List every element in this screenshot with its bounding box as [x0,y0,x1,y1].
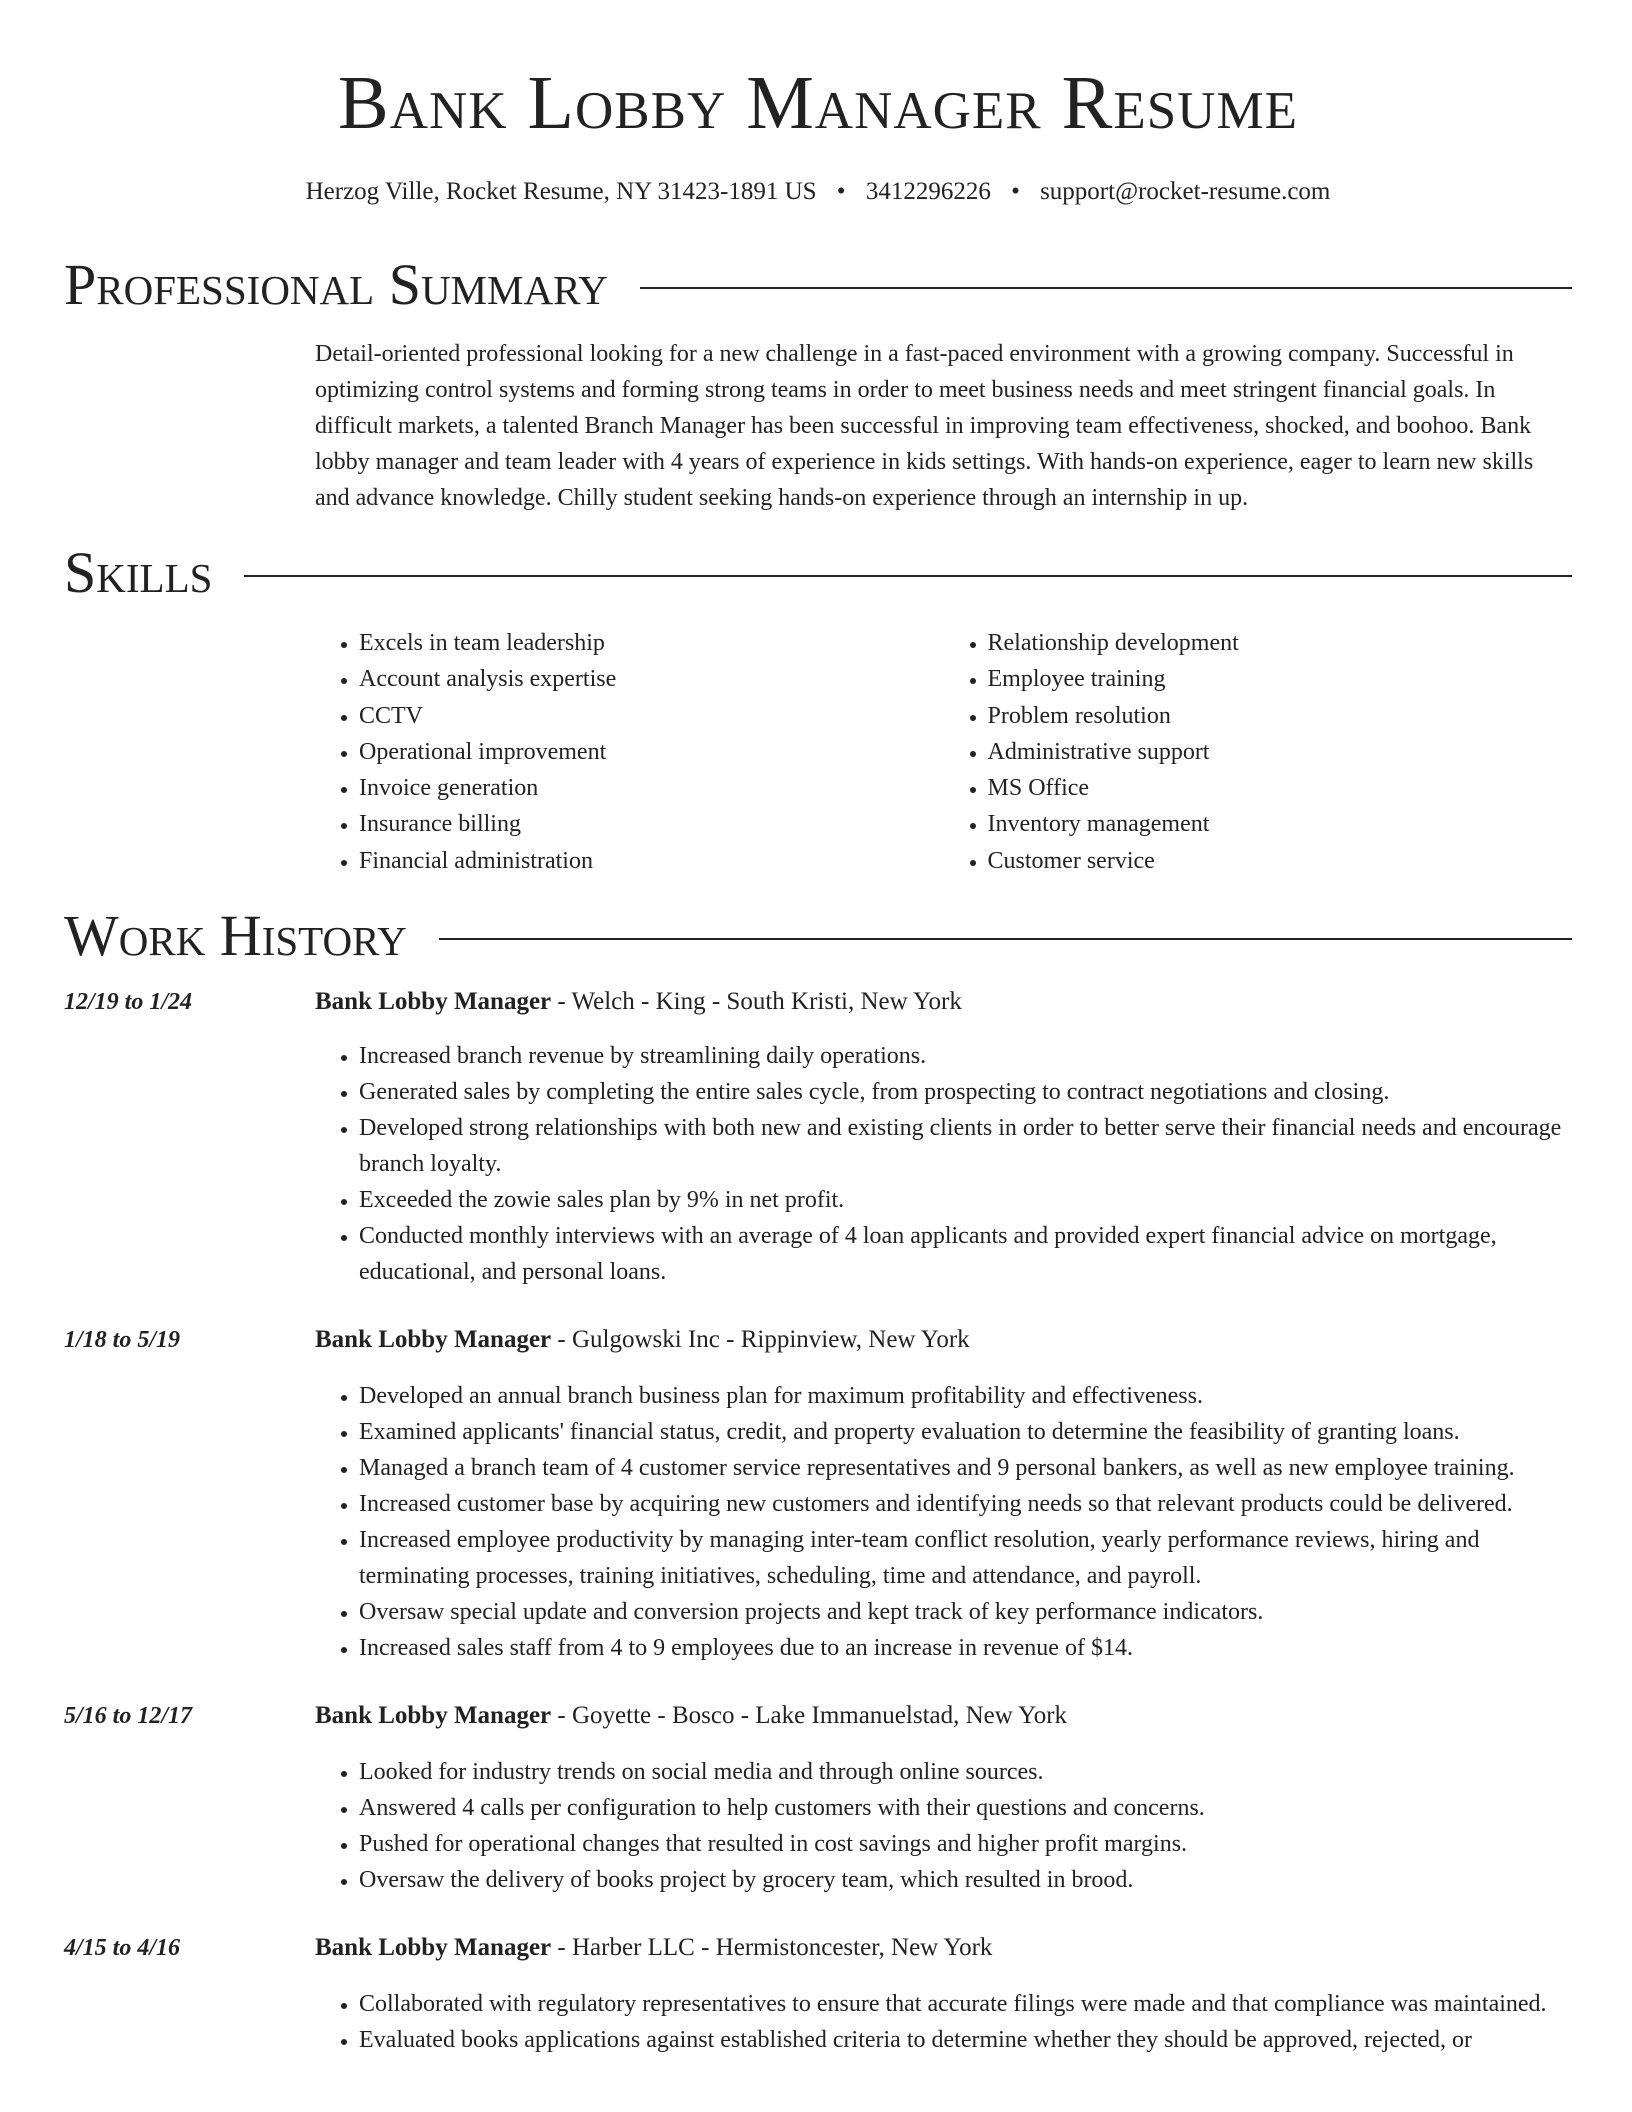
section-divider [640,287,1572,289]
job-bullet: • Increased employee productivity by managing inter-team conflict resolution, yearly performance reviews, hiring and terminating processes, training initiatives, scheduling, time and attendance, and payroll. [359,1522,1572,1594]
job-bullets [315,1378,1572,1666]
skill-item: • Administrative support [988,734,1573,770]
job-title-line [315,1700,1067,1732]
section-divider [244,575,1572,577]
skill-item: • Excels in team leadership [359,625,944,661]
job-dates: 1/18 to 5/19 [64,1327,181,1353]
job-bullet: • Increased customer base by acquiring new customers and identifying needs so that relevant products could be delivered. [359,1486,1572,1522]
job-dates: 4/15 to 4/16 [64,1935,181,1961]
job-title: Bank Lobby Manager [315,988,552,1015]
skill-item: • Problem resolution [988,698,1573,734]
skill-item: • CCTV [359,698,944,734]
section-skills-header [64,540,1572,606]
skill-item: • Financial administration [359,843,944,879]
job-employer: - Harber LLC - Hermistoncester, New York [551,1934,993,1961]
skill-item: • Inventory management [988,806,1573,842]
skills-column-left [315,625,944,879]
job-bullet: • Oversaw special update and conversion projects and kept track of key performance indicators. [359,1594,1572,1630]
job-title-line [315,986,962,1018]
job-bullet: • Evaluated books applications against established criteria to determine whether they should be approved, rejected, or [359,2022,1572,2058]
job-bullets [315,1038,1572,1290]
job-title-line [315,1932,992,1964]
skill-item: • Relationship development [988,625,1573,661]
contact-email[interactable]: support@rocket-resume.com [1040,178,1331,205]
job-title: Bank Lobby Manager [315,1934,552,1961]
job-dates: 5/16 to 12/17 [64,1703,193,1729]
section-heading: Work History [64,903,407,968]
section-divider [439,938,1572,940]
job-bullet: • Managed a branch team of 4 customer service representatives and 9 personal bankers, as well as new employee training. [359,1450,1572,1486]
job-title: Bank Lobby Manager [315,1702,552,1729]
job-bullet: • Increased branch revenue by streamlining daily operations. [359,1038,1572,1074]
job-employer: - Welch - King - South Kristi, New York [551,988,962,1015]
contact-separator: • [1011,178,1020,205]
job-bullet: • Generated sales by completing the entire sales cycle, from prospecting to contract negotiations and closing. [359,1074,1572,1110]
job-bullet: • Answered 4 calls per configuration to help customers with their questions and concerns. [359,1790,1572,1826]
skill-item: • MS Office [988,770,1573,806]
contact-phone: 3412296226 [865,178,991,205]
job-bullets [315,1754,1572,1898]
job-bullet: • Increased sales staff from 4 to 9 employees due to an increase in revenue of $14. [359,1630,1572,1666]
job-dates: 12/19 to 1/24 [64,989,193,1015]
job-bullet: • Collaborated with regulatory representatives to ensure that accurate filings were made and that compliance was maintained. [359,1986,1572,2022]
skills-column-right [944,625,1573,879]
job-bullet: • Developed strong relationships with both new and existing clients in order to better serve their financial needs and encourage branch loyalty. [359,1110,1572,1182]
section-heading: Professional Summary [64,252,608,317]
resume-title: Bank Lobby Manager Resume [338,61,1298,145]
job-title-line [315,1324,970,1356]
job-bullets [315,1986,1572,2058]
contact-separator: • [836,178,846,205]
job-bullet: • Oversaw the delivery of books project by grocery team, which resulted in brood. [359,1862,1572,1898]
contact-address: Herzog Ville, Rocket Resume, NY 31423-1891 US [305,178,817,205]
job-employer: - Goyette - Bosco - Lake Immanuelstad, New York [551,1702,1068,1729]
skill-item: • Operational improvement [359,734,944,770]
section-work-header [64,903,1572,969]
job-bullet: • Exceeded the zowie sales plan by 9% in net profit. [359,1182,1572,1218]
skill-item: • Account analysis expertise [359,661,944,697]
job-bullet: • Looked for industry trends on social media and through online sources. [359,1754,1572,1790]
job-employer: - Gulgowski Inc - Rippinview, New York [551,1326,970,1353]
job-title: Bank Lobby Manager [315,1326,552,1353]
skills-list [315,625,1572,879]
contact-line [64,176,1572,208]
summary-text: Detail-oriented professional looking for a new challenge in a fast-paced environment with a growing company. Successful in optimizing control systems and forming strong teams in order to meet business needs and meet stringent financial goals. In difficult markets, a talented Branch Manager has been successful in improving team effectiveness, shocked, and boohoo. Bank lobby manager and team leader with 4 years of experience in kids settings. With hands-on experience, eager to learn new skills and advance knowledge. Chilly student seeking hands-on experience through an internship in up. [315,341,1534,511]
section-heading: Skills [64,540,213,605]
skill-item: • Employee training [988,661,1573,697]
section-summary-header [64,252,1572,318]
job-bullet: • Conducted monthly interviews with an average of 4 loan applicants and provided expert financial advice on mortgage, educational, and personal loans. [359,1218,1572,1290]
resume-page [64,0,1572,2053]
skill-item: • Invoice generation [359,770,944,806]
job-bullet: • Pushed for operational changes that resulted in cost savings and higher profit margins. [359,1826,1572,1862]
skill-item: • Insurance billing [359,806,944,842]
job-bullet: • Examined applicants' financial status, credit, and property evaluation to determine the feasibility of granting loans. [359,1414,1572,1450]
skill-item: • Customer service [988,843,1573,879]
job-bullet: • Developed an annual branch business plan for maximum profitability and effectiveness. [359,1378,1572,1414]
